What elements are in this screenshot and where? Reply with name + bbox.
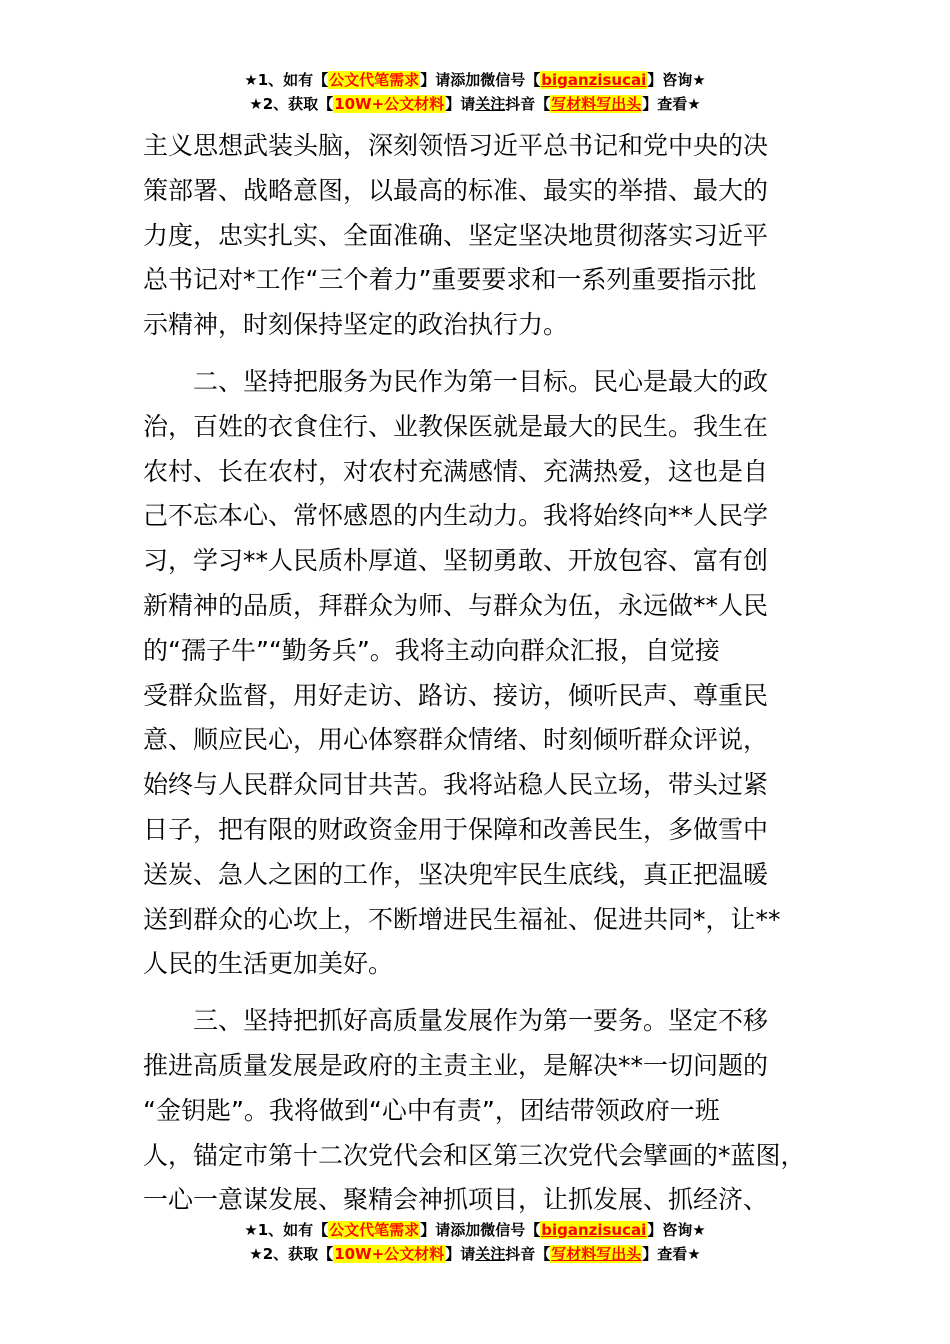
text-line: 送到群众的心坎上，不断增进民生福祉、促进共同*，让** <box>143 904 781 934</box>
paragraph-gap <box>143 987 829 999</box>
text-line: 己不忘本心、常怀感恩的内生动力。我将始终向**人民学 <box>143 501 769 531</box>
banner-douyin-account[interactable]: 写材料写出头 <box>551 95 642 113</box>
text-line: 治，百姓的衣食住行、业教保医就是最大的民生。我生在 <box>143 411 769 441</box>
text-line: 主义思想武装头脑，深刻领悟习近平总书记和党中央的决 <box>143 131 769 160</box>
banner-highlight-materials: 10W+公文材料 <box>334 95 445 113</box>
banner-wechat-id[interactable]: biganzisucai <box>541 1221 647 1239</box>
text-line: 受群众监督，用好走访、路访、接访，倾听民声、尊重民 <box>143 680 769 710</box>
text-line: 力度，忠实扎实、全面准确、坚定坚决地贯彻落实习近平 <box>143 220 769 250</box>
banner-highlight-materials: 10W+公文材料 <box>334 1245 445 1263</box>
banner-wechat-id[interactable]: biganzisucai <box>541 71 647 89</box>
text-line: 意、顺应民心，用心体察群众情绪、时刻倾听群众评说， <box>143 725 769 755</box>
text-line: 始终与人民群众同甘共苦。我将站稳人民立场，带头过紧 <box>143 770 769 800</box>
text-line: 送炭、急人之困的工作，坚决兜牢民生底线，真正把温暖 <box>143 859 769 889</box>
text-line: 推进高质量发展是政府的主责主业，是解决**一切问题的 <box>143 1050 769 1080</box>
paragraph-2 <box>143 360 829 987</box>
paragraph-1 <box>143 124 829 348</box>
text-line: “金钥匙”。我将做到“心中有责”，团结带领政府一班 <box>143 1095 720 1125</box>
banner-line-2: ★2、获取【10W+公文材料】请关注抖音【写材料写出头】查看★ <box>249 95 701 113</box>
text-line: 二、坚持把服务为民作为第一目标。民心是最大的政 <box>143 366 769 396</box>
text-line: 人，锚定市第十二次党代会和区第三次党代会擘画的*蓝图， <box>143 1140 806 1170</box>
banner-line-1: ★1、如有【公文代笔需求】请添加微信号【biganzisucai】咨询★ <box>244 1221 706 1239</box>
banner-douyin-account[interactable]: 写材料写出头 <box>551 1245 642 1263</box>
text-line: 新精神的品质，拜群众为师、与群众为伍，永远做**人民 <box>143 590 769 620</box>
bottom-banner <box>0 1218 950 1266</box>
top-banner <box>0 68 950 116</box>
text-line: 一心一意谋发展、聚精会神抓项目，让抓发展、抓经济、 <box>143 1185 769 1215</box>
paragraph-3 <box>143 999 829 1223</box>
banner-line-2: ★2、获取【10W+公文材料】请关注抖音【写材料写出头】查看★ <box>249 1245 701 1263</box>
banner-highlight-service: 公文代笔需求 <box>329 71 420 89</box>
banner-highlight-service: 公文代笔需求 <box>329 1221 420 1239</box>
text-line: 日子，把有限的财政资金用于保障和改善民生，多做雪中 <box>143 814 769 844</box>
text-line: 策部署、战略意图，以最高的标准、最实的举措、最大的 <box>143 175 769 205</box>
text-line: 三、坚持把抓好高质量发展作为第一要务。坚定不移 <box>143 1006 769 1036</box>
banner-line-1: ★1、如有【公文代笔需求】请添加微信号【biganzisucai】咨询★ <box>244 71 706 89</box>
text-line: 的“孺子牛”“勤务兵”。我将主动向群众汇报，自觉接 <box>143 635 720 665</box>
document-body <box>143 124 829 1223</box>
paragraph-gap <box>143 348 829 360</box>
text-line: 农村、长在农村，对农村充满感情、充满热爱，这也是自 <box>143 456 769 486</box>
text-line: 人民的生活更加美好。 <box>143 949 394 979</box>
text-line: 示精神，时刻保持坚定的政治执行力。 <box>143 310 569 340</box>
text-line: 总书记对*工作“三个着力”重要要求和一系列重要指示批 <box>143 265 757 295</box>
text-line: 习，学习**人民质朴厚道、坚韧勇敢、开放包容、富有创 <box>143 546 769 576</box>
